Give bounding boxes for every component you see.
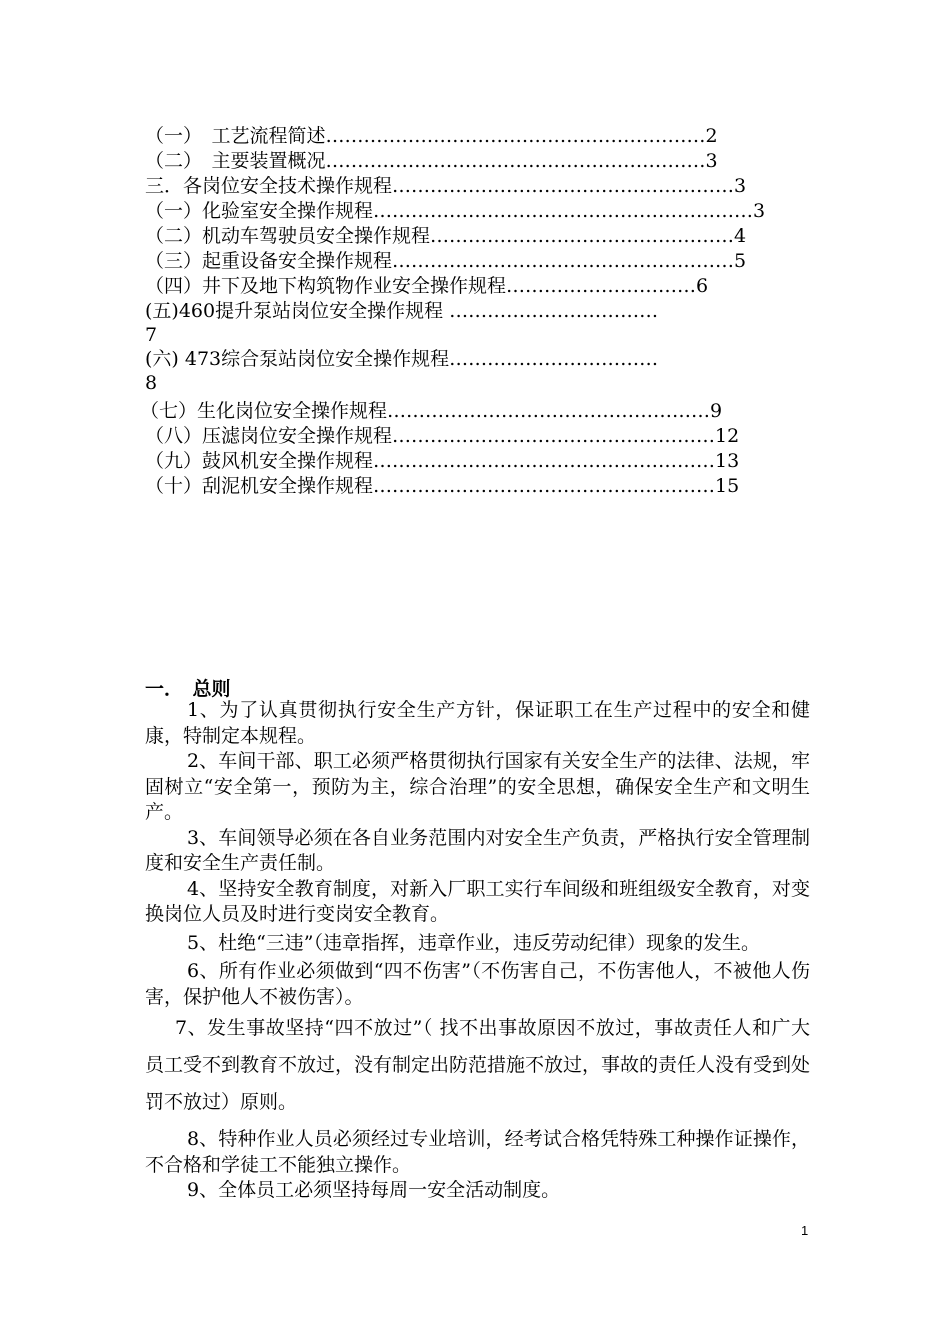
toc-entry-label: （一）化验室安全操作规程 (145, 200, 374, 222)
toc-entry[interactable] (145, 224, 746, 248)
toc-leader: ……………………………………………… (392, 250, 735, 272)
page-number: 1 (801, 1223, 809, 1238)
toc-entry-page: 6 (696, 275, 709, 297)
paragraph: 4、坚持安全教育制度，对新入厂职工实行车间级和班组级安全教育，对变换岗位人员及时进行变岗安全教育。 (145, 877, 810, 925)
toc-entry[interactable] (145, 124, 718, 148)
toc-entry-page: 9 (710, 400, 723, 422)
toc-entry-page: 8 (145, 372, 158, 394)
toc-entry-label: （十）刮泥机安全操作规程 (145, 475, 374, 497)
toc-leader: …………………………………………………… (373, 200, 754, 222)
toc-leader: ………………………………………… (430, 225, 735, 247)
toc-entry-label: （九）鼓风机安全操作规程 (145, 450, 374, 472)
paragraph: 9、全体员工必须坚持每周一安全活动制度。 (187, 1179, 561, 1201)
toc-entry-page: 4 (734, 225, 747, 247)
toc-entry-label: （一） 工艺流程简述 (145, 125, 326, 147)
toc-entry-page: 13 (715, 450, 740, 472)
section-body (145, 698, 810, 1204)
paragraph: 6、所有作业必须做到“四不伤害”（不伤害自己，不伤害他人，不被他人伤害，保护他人不被伤害）。 (145, 960, 810, 1008)
toc-entry-page: 3 (705, 150, 718, 172)
paragraph: 1、为了认真贯彻执行安全生产方针，保证职工在生产过程中的安全和健康，特制定本规程。 (145, 699, 810, 747)
toc-entry[interactable] (145, 299, 810, 347)
toc-entry[interactable] (140, 399, 722, 423)
paragraph: 2、车间干部、职工必须严格贯彻执行国家有关安全生产的法律、法规，牢固树立“安全第一，预防为主，综合治理”的安全思想，确保安全生产和文明生产。 (145, 750, 810, 823)
toc-leader: …………………………………………………… (325, 150, 706, 172)
toc-entry-label: (六) 473综合泵站岗位安全操作规程 (145, 348, 450, 370)
toc-leader: …………………………… (449, 348, 659, 370)
toc-entry-label: (五)460提升泵站岗位安全操作规程 (145, 300, 450, 322)
toc-entry-label: （七）生化岗位安全操作规程 (140, 400, 388, 422)
toc-leader: ………………………… (506, 275, 697, 297)
toc-entry-label: （二）机动车驾驶员安全操作规程 (145, 225, 431, 247)
toc-entry-label: 三．各岗位安全技术操作规程 (145, 175, 393, 197)
toc-entry[interactable] (145, 347, 810, 395)
toc-entry[interactable] (145, 149, 718, 173)
toc-entry[interactable] (145, 424, 739, 448)
toc-entry-page: 3 (734, 175, 747, 197)
toc-entry-label: （四）井下及地下构筑物作业安全操作规程 (145, 275, 507, 297)
section-heading: 一． 总则 (145, 678, 231, 700)
toc-leader: ……………………………………………… (373, 475, 716, 497)
toc-leader: …………………………………………………… (325, 125, 706, 147)
toc-leader: …………………………………………… (387, 400, 711, 422)
toc-entry-page: 2 (705, 125, 718, 147)
toc-entry-label: （八）压滤岗位安全操作规程 (145, 425, 393, 447)
toc-entry[interactable] (145, 249, 746, 273)
toc-entry-label: （二） 主要装置概况 (145, 150, 326, 172)
toc-entry-page: 5 (734, 250, 747, 272)
paragraph: 5、杜绝“三违”（违章指挥，违章作业，违反劳动纪律）现象的发生。 (187, 931, 761, 954)
toc-leader: …………………………… (449, 300, 659, 322)
toc-entry[interactable] (145, 274, 708, 298)
toc-entry[interactable] (145, 474, 739, 498)
toc-leader: ……………………………………………… (373, 450, 716, 472)
paragraph: 7、发生事故坚持“四不放过”（ 找不出事故原因不放过，事故责任人和广大员工受不到教育不放过，没有制定出防范措施不放过，事故的责任人没有受到处罚不放过）原则。 (145, 1017, 811, 1113)
toc-entry[interactable] (145, 174, 746, 198)
toc-entry[interactable] (145, 199, 765, 223)
paragraph: 8、特种作业人员必须经过专业培训，经考试合格凭特殊工种操作证操作，不合格和学徒工不能独立操作。 (145, 1128, 810, 1176)
toc-leader: …………………………………………… (392, 425, 716, 447)
toc-entry-page: 15 (715, 475, 740, 497)
toc-entry-page: 3 (753, 200, 766, 222)
paragraph: 3、车间领导必须在各自业务范围内对安全生产负责，严格执行安全管理制度和安全生产责任制。 (145, 826, 810, 874)
toc-entry[interactable] (145, 449, 739, 473)
toc-leader: ……………………………………………… (392, 175, 735, 197)
toc-entry-page: 7 (145, 324, 158, 346)
toc-entry-page: 12 (715, 425, 740, 447)
toc-entry-label: （三）起重设备安全操作规程 (145, 250, 393, 272)
